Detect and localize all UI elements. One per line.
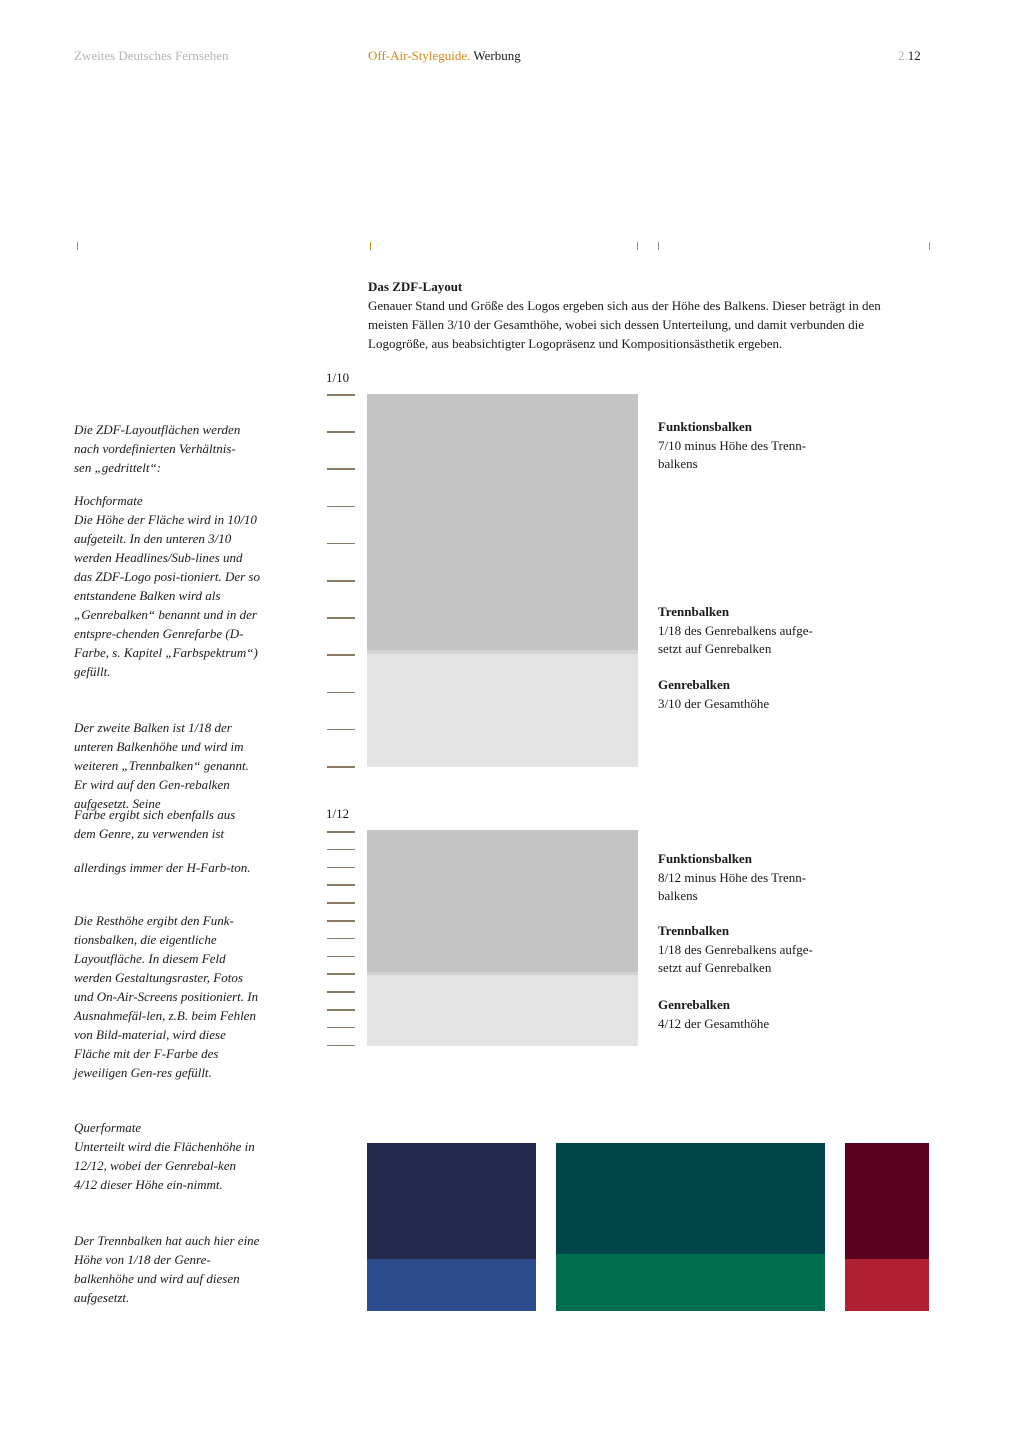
sidebar-farbe xyxy=(74,805,260,843)
scale-rule xyxy=(327,506,355,508)
fraction-label-portrait: 1/10 xyxy=(326,370,350,385)
scale-rule xyxy=(327,973,355,975)
label-trenn-title: Trennbalken xyxy=(658,604,730,619)
label-funktion-text: 8/12 minus Höhe des Trenn-balkens xyxy=(658,869,807,903)
column-tick xyxy=(658,242,659,250)
trennbalken-text: Der Trennbalken hat auch hier eine Höhe von 1/18 der Genre-balkenhöhe und wird auf diesen aufgesetzt. xyxy=(74,1233,260,1305)
querformate-title: Querformate xyxy=(74,1120,142,1135)
scale-rule xyxy=(327,867,355,869)
scale-rule xyxy=(327,884,355,886)
header-guide: Off-Air-Styleguide. xyxy=(368,48,471,63)
sidebar-trenn xyxy=(74,1231,260,1307)
swatch-green-funktion xyxy=(556,1143,825,1254)
label-trenn-title: Trennbalken xyxy=(658,923,730,938)
genrebalken-portrait xyxy=(367,654,638,767)
hochformate-title: Hochformate xyxy=(74,493,143,508)
funktionsbalken-landscape xyxy=(367,830,638,972)
label-funktion-title: Funktionsbalken xyxy=(658,851,752,866)
sidebar-hochformate xyxy=(74,491,260,681)
scale-rule xyxy=(327,617,355,619)
page-number-prefix: 2. xyxy=(898,48,908,63)
farbe-text: Farbe ergibt sich ebenfalls aus dem Genre, zu verwenden ist xyxy=(74,807,236,841)
label-trenn-text: 1/18 des Genrebalkens aufge-setzt auf Genrebalken xyxy=(658,941,813,975)
sidebar-rest xyxy=(74,911,260,1082)
swatch-green-genre xyxy=(556,1254,825,1311)
intro-title: Das ZDF-Layout xyxy=(368,279,463,294)
scale-rule xyxy=(327,654,355,656)
label-funktion-landscape xyxy=(658,850,833,906)
sidebar-intro-line: sen „gedrittelt“: xyxy=(74,460,162,475)
page-number xyxy=(898,48,921,64)
swatch-red-genre xyxy=(845,1259,929,1311)
sidebar-intro xyxy=(74,420,260,477)
genrebalken-landscape xyxy=(367,975,638,1046)
swatch-blue-funktion xyxy=(367,1143,536,1259)
column-tick xyxy=(637,242,638,250)
column-tick xyxy=(929,242,930,250)
label-genre-portrait xyxy=(658,676,833,713)
resthoehe-text: Die Resthöhe ergibt den Funk-tionsbalken, die eigentliche Layoutfläche. In diesem Feld werden Gestaltungsraster, Fotos und On-Air-Screens positioniert. In Ausnahmefäl-len, z.B. beim Fehlen von Bild-material, wird diese Fläche mit der F-Farbe des jeweiligen Gen-res gefüllt. xyxy=(74,913,259,1080)
scale-rule xyxy=(327,831,355,833)
label-funktion-portrait xyxy=(658,418,833,474)
label-trenn-text: 1/18 des Genrebalkens aufge-setzt auf Genrebalken xyxy=(658,622,813,656)
scale-rule xyxy=(327,920,355,922)
column-tick-accent xyxy=(370,242,371,250)
scale-rule xyxy=(327,956,355,958)
fraction-label-landscape: 1/12 xyxy=(326,806,350,821)
scale-rule xyxy=(327,991,355,993)
label-funktion-title: Funktionsbalken xyxy=(658,419,752,434)
label-trenn-landscape xyxy=(658,922,833,978)
scale-rule xyxy=(327,580,355,582)
sidebar-intro-line: nach vordefinierten Verhältnis- xyxy=(74,441,236,456)
scale-rule xyxy=(327,938,355,940)
scale-rule xyxy=(327,1045,355,1047)
header-org: Zweites Deutsches Fernsehen xyxy=(74,48,229,63)
scale-rule xyxy=(327,729,355,731)
scale-rule xyxy=(327,543,355,545)
sidebar-intro-line: Die ZDF-Layoutflächen werden xyxy=(74,422,241,437)
scale-rule xyxy=(327,902,355,904)
label-trenn-portrait xyxy=(658,603,833,659)
label-funktion-text: 7/10 minus Höhe des Trenn-balkens xyxy=(658,437,807,471)
scale-rule xyxy=(327,1027,355,1029)
scale-rule xyxy=(327,849,355,851)
swatch-red-funktion xyxy=(845,1143,929,1259)
header-section: Werbung xyxy=(473,48,521,63)
funktionsbalken-portrait xyxy=(367,394,638,650)
scale-rule xyxy=(327,1009,355,1011)
label-genre-landscape xyxy=(658,996,833,1033)
zweite-balken-text: Der zweite Balken ist 1/18 der unteren Balkenhöhe und wird im weiteren „Trennbalken“ genannt. Er wird auf den Gen-rebalken aufgesetzt. Seine xyxy=(74,720,249,811)
intro-text: Genauer Stand und Größe des Logos ergeben sich aus der Höhe des Balkens. Dieser beträgt in den meisten Fällen 3/10 der Gesamthöhe, wobei sich dessen Unterteilung, und damit verbunden die Logogröße, aus beabsichtigter Logopräsenz und Kompositionsästhetik ergeben. xyxy=(368,298,881,351)
label-genre-title: Genrebalken xyxy=(658,997,730,1012)
sidebar-allerdings xyxy=(74,858,260,877)
header-title xyxy=(368,48,521,64)
scale-rule xyxy=(327,692,355,694)
scale-rule xyxy=(327,468,355,470)
hochformate-text: Die Höhe der Fläche wird in 10/10 aufgeteilt. In den unteren 3/10 werden Headlines/Sub-lines und das ZDF-Logo posi-tioniert. Der so entstandene Balken wird als „Genrebalken“ benannt und in der entspre-chenden Genrefarbe (D-Farbe, s. Kapitel „Farbspektrum“) gefüllt. xyxy=(74,512,260,679)
label-genre-text: 4/12 der Gesamthöhe xyxy=(658,1015,770,1031)
scale-rule xyxy=(327,394,355,396)
page-number-value: 12 xyxy=(907,48,921,63)
column-tick xyxy=(77,242,78,250)
scale-rule xyxy=(327,431,355,433)
sidebar-querformate xyxy=(74,1118,260,1194)
swatch-blue-genre xyxy=(367,1259,536,1311)
allerdings-text: allerdings immer der H-Farb-ton. xyxy=(74,860,251,875)
querformate-text: Unterteilt wird die Flächenhöhe in 12/12, wobei der Genrebal-ken 4/12 dieser Höhe ein-nimmt. xyxy=(74,1139,255,1192)
label-genre-title: Genrebalken xyxy=(658,677,730,692)
sidebar-zweite xyxy=(74,718,260,813)
scale-rule xyxy=(327,766,355,768)
label-genre-text: 3/10 der Gesamthöhe xyxy=(658,695,770,711)
intro-section xyxy=(368,277,908,353)
